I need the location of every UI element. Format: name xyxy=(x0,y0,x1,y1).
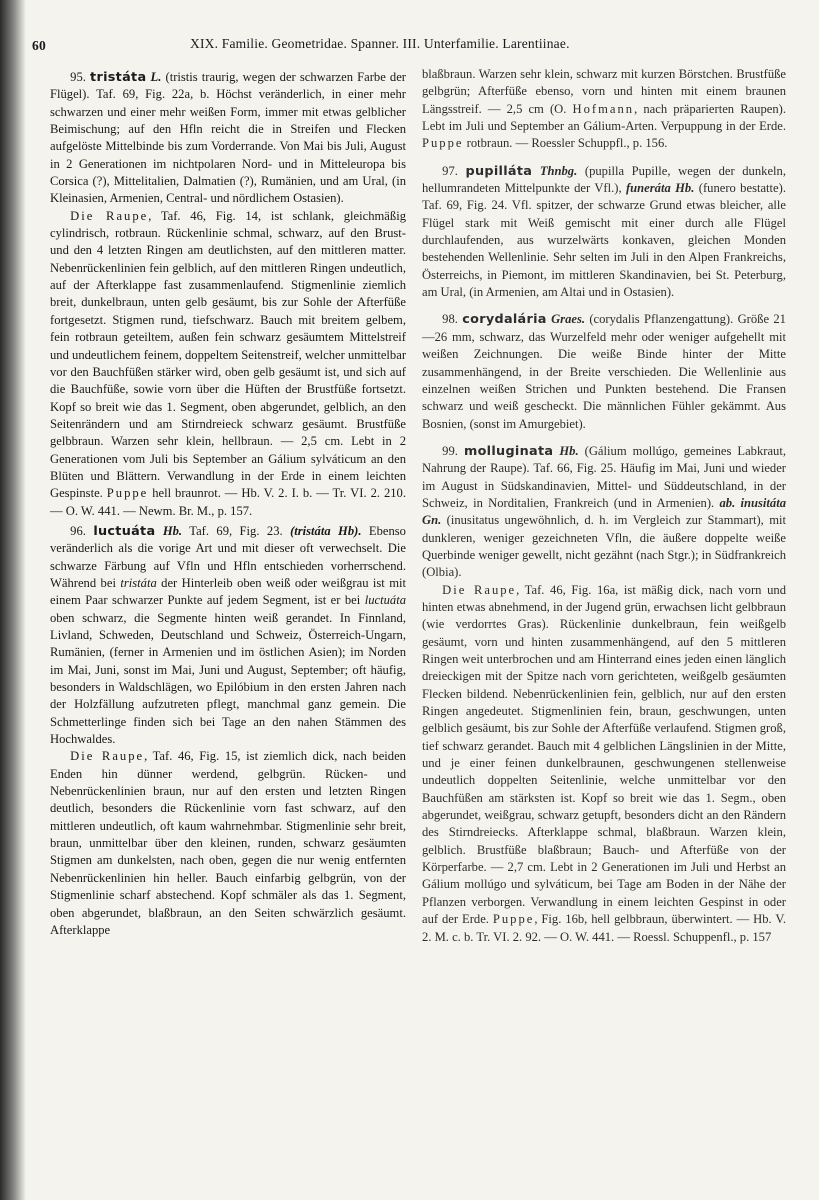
species-author: Hb. xyxy=(559,443,579,458)
page-number: 60 xyxy=(32,38,46,53)
species-ref: luctuáta xyxy=(364,593,406,608)
running-title: XIX. Familie. Geometridae. Spanner. III. Unterfamilie. Larentiinae. xyxy=(190,36,570,51)
species-ref: tristáta xyxy=(120,575,157,590)
entry-text: Ebenso veränderlich als die vorige Art und mit dieser oft verwechselt. Die schwarze Färbung auf Vfln und Hfln entschieden vorherrschend. Während bei xyxy=(50,523,406,590)
entry-96-larva xyxy=(50,748,406,939)
entry-text: (pupilla Pupille, wegen der dunkeln, hellumrandeten Mittelpunkte der Vfl.), xyxy=(422,163,786,196)
pupa-text: hell braunrot. — Hb. V. 2. I. b. — Tr. VI. 2. 210. — O. W. 441. — Newm. Br. M., p. 157. xyxy=(50,486,406,518)
larva-heading: Die Raupe xyxy=(442,582,517,597)
entry-99 xyxy=(422,443,786,582)
species-name: luctuáta xyxy=(93,523,156,539)
larva-heading: Die Raupe xyxy=(70,208,149,223)
species-author: L. xyxy=(150,70,162,84)
synonym: (tristáta Hb). xyxy=(290,523,362,538)
larva-text: , Taf. 46, Fig. 16a, ist mäßig dick, nach vorn und hinten etwas abnehmend, in der Jugend grün, erwachsen licht gelbbraun (wie verdorrtes Gras). Rückenlinie dunkelbraun, fein weißgelb gesäumt, vorn und hinten zusammenhängend, auf den 5 mittleren Ringen weit unterbrochen und am Hinterrand eines jeden einen länglich dreieckigen mit der Spitze nach vorn gerichteten, weißgelb gesäumten Flecken bildend. Nebenrückenlinien fein, gelblich, nur auf den ersten Ringen angedeutet. Stigmenlinien fein, braun, geschwungen, unten gelblich gesäumt, bis zur Sohle der Afterfüße verlaufend. Stigmen groß, tief schwarz gerandet. Bauch mit 4 gelblichen Längslinien in der Mitte, und je einer feinen dunkelbraunen, geschwungenen stellenweise undeutlich doppelten Seitenlinie, welche unmittelbar vor den Bauchfüßen am stärksten ist. Kopf so breit wie das 1. Segm., oben abgerundet, weißgrau, schwarz getupft, besonders dicht an den Rändern des Stirndreiecks. Afterklappe schmal, blaßbraun. Warzen klein, gelblich. Brustfüße blaßbraun; Bauch- und Afterfüße von der Körperfarbe. — 2,7 cm. Lebt in 2 Generationen im Juli und Herbst an Gálium mollúgo und sylváticum, bei Tage am Boden in der Nähe der Pflanzen verborgen. Verwandlung in einem leichten Gespinst in oder auf der Erde. xyxy=(422,582,786,927)
entry-text: (funero bestatte). Taf. 69, Fig. 24. Vfl. spitzer, der schwarze Grund etwas bleicher, alle Flügel stark mit Weiß gemischt mit einer durch alle Flügel durchlaufenden, aus wurzelwärts konkaven, gleichen Monden bestehenden Wellenlinie. Sehr selten im Juli in den Alpen Frankreichs, Österreichs, in Piemont, im mittleren Skandinavien, bei St. Peterburg, am Ural, (in Armenien, am Altai und in Ostasien). xyxy=(422,181,786,300)
continued-text: , nach präparierten Raupen). Lebt im Juli und September an Gálium-Arten. Verpuppung in der Erde. xyxy=(422,101,787,134)
right-column xyxy=(422,66,786,946)
author-name: Hofmann xyxy=(572,101,635,116)
entry-96 xyxy=(50,523,406,748)
entry-number: 96. xyxy=(70,523,86,538)
binding-shadow xyxy=(0,0,26,1200)
entry-text: der Hinterleib oben weiß oder weißgrau ist mit einem Paar schwarzer Punkte auf jedem Segment, ist er bei xyxy=(50,575,406,608)
continued-text: blaßbraun. Warzen sehr klein, schwarz mit kurzen Börstchen. Brustfüße gelbgrün; Afterfüße ebenso, vorn und hinten mit einem braunen Längsstreif. — 2,5 cm (O. xyxy=(422,67,786,116)
left-column xyxy=(50,66,406,939)
entry-97 xyxy=(422,163,786,302)
entry-text: (corydalis Pflanzengattung). Größe 21—26 mm, schwarz, das Wurzelfeld mehr oder weniger aufgehellt mit weißen Zeichnungen. Die weiße Binde hinter der Mitte zusammenhängend, in der Breite verschieden. Die Wellenlinie aus einzelnen weißen Strichen und Punkten bestehend. Die Fransen schwarz und weiß gescheckt. Die männlichen Fühler gekämmt. Aus Bosnien, (sonst im Amurgebiet). xyxy=(422,312,786,431)
entry-number: 98. xyxy=(442,312,458,327)
pupa-text: , Fig. 16b, hell gelbbraun, überwintert. — Hb. V. 2. M. c. b. Tr. VI. 2. 92. — O. W. 441. — Roessl. Schuppenfl., p. 157 xyxy=(422,912,786,944)
species-author: Hb. xyxy=(162,523,183,538)
species-author: Thnbg. xyxy=(539,163,578,178)
pupa-heading: Puppe xyxy=(422,136,464,151)
species-name: corydalária xyxy=(462,312,547,328)
entry-text: Taf. 69, Fig. 23. xyxy=(182,523,291,538)
entry-96-continued xyxy=(422,66,786,153)
larva-text: , Taf. 46, Fig. 14, ist schlank, gleichmäßig cylindrisch, rotbraun. Rückenlinie schmal, schwarz, auf den Brust- und den 4 letzten Ringen am deutlichsten, auf den mittleren matter. Nebenrückenlinien fein gelblich, auf den mittleren Ringen undeutlich, auf der Afterklappe fast zusammenlaufend. Stigmenlinie ziemlich breit, dunkelbraun, unten gelb gesäumt, bis zur Sohle der Afterfüße fortgesetzt. Stigmen rund, tiefschwarz. Bauch mit breitem gelbem, fein rotbraun geteiltem, außen fein schwarz gesäumtem Mittelstreif und undeutlichem feinem, doppeltem Seitenstreif, welcher unmittelbar vor den Bauchfüßen stärker wird, oben gelb gesäumt ist, und sich auf die Bauchfüße, sowie vorn über die Hüften der Brustfüße fortsetzt. Kopf so breit wie das 1. Segment, oben abgerundet, gelblich, an den Seitenrändern und am Stirndreieck schwarz gesäumt. Brustfüße gelbbraun. Warzen sehr klein, hellbraun. — 2,5 cm. Lebt in 2 Generationen vom Juli bis September an Gálium sylváticum an den Blüten und Blättern. Verwandlung in der Erde in einem leichten Gespinste. xyxy=(50,208,407,501)
entry-text: (Gálium mollúgo, gemeines Labkraut, Nahrung der Raupe). Taf. 66, Fig. 25. Häufig im Mai, Juni und wieder im August in Südskandinavien, Mittel- und Süddeutschland, in der Schweiz, in Norditalien, Frankreich (und in Armenien). xyxy=(422,443,787,510)
entry-95-larva xyxy=(50,208,406,520)
entry-text: oben schwarz, die Segmente hinten weiß gerandet. In Finnland, Livland, Schweden, Deutschland und Schweiz, Österreich-Ungarn, Rumänien, (ferner in Armenien und im östlichen Asien); im Norden im Mai, Juni, sonst im Mai, Juni und August, September; oft häufig, besonders in Waldschlägen, wo Epilóbium in den ersten Jahren nach der Holzfällung aufzutreten pflegt, manchmal ganz gemein. Die Schmetterlinge finden sich bei Tage an den nahen Stämmen des Hochwaldes. xyxy=(50,610,406,747)
larva-text: , Taf. 46, Fig. 15, ist ziemlich dick, nach beiden Enden hin dünner werdend, gelbgrün. Rücken- und Nebenrückenlinien braun, nur auf den ersten und letzten Ringen deutlich, besonders die Rückenlinie vorn fast schwarz, auf den mittleren undeutlich, oft kaum wahrnehmbar. Stigmenlinie sehr breit, braun, unmittelbar über den kleinen, runden, schwarz gesäumten Stigmen am dunkelsten, nach oben, gegen die nur wenig entfernten Nebenrückenlinien hin heller. Bauch einfarbig gelbgrün, von der Stigmenlinie scharf abstechend. Kopf schmäler als das 1. Segment, oben abgerundet, blaßbraun, an den Seiten schwärzlich gesäumt. Afterklappe xyxy=(50,749,406,937)
entry-number: 99. xyxy=(442,443,458,458)
aberration-name: ab. inusitáta Gn. xyxy=(422,495,787,528)
pupa-heading: Puppe xyxy=(106,486,149,501)
species-author: Graes. xyxy=(551,312,586,327)
synonym: funeráta Hb. xyxy=(625,181,695,196)
continued-text: rotbraun. — Roessler Schuppfl., p. 156. xyxy=(463,136,668,151)
entry-number: 95. xyxy=(70,70,86,84)
species-name: pupilláta xyxy=(465,163,533,179)
entry-number: 97. xyxy=(442,163,458,178)
entry-99-larva xyxy=(422,582,786,946)
species-name: tristáta xyxy=(90,70,147,85)
larva-heading: Die Raupe xyxy=(70,749,145,764)
entry-text: (inusitatus ungewöhnlich, d. h. im Vergleich zur Stammart), mit dunkleren, weniger gezeichneten Vfln, die äußere doppelte weiße Querbinde weniger gewellt, nicht gezähnt (nach Stgr.); in Südfrankreich (Olbia). xyxy=(422,513,786,580)
pupa-heading: Puppe xyxy=(492,912,535,927)
entry-text: (tristis traurig, wegen der schwarzen Farbe der Flügel). Taf. 69, Fig. 22a, b. Höchst veränderlich, in einer mehr schwarzen und einer mehr weißen Form, immer mit etwas gelblicher Beimischung; auf den Hfln reicht die in Streifen und Flecken aufgelöste Mittelbinde bis zum Vorderrande. Von Mai bis Juli, August in 2 Generationen im nichtpolaren Nord- und in Mitteleuropa bis Corsica (?), Mittelitalien, Dalmatien (?), Rumänien, und am Ural, (in Kleinasien, Armenien, Central- und nördlichem Ostasien). xyxy=(50,70,407,206)
species-name: molluginata xyxy=(463,443,554,459)
entry-98 xyxy=(422,311,786,432)
entry-95 xyxy=(50,69,406,208)
